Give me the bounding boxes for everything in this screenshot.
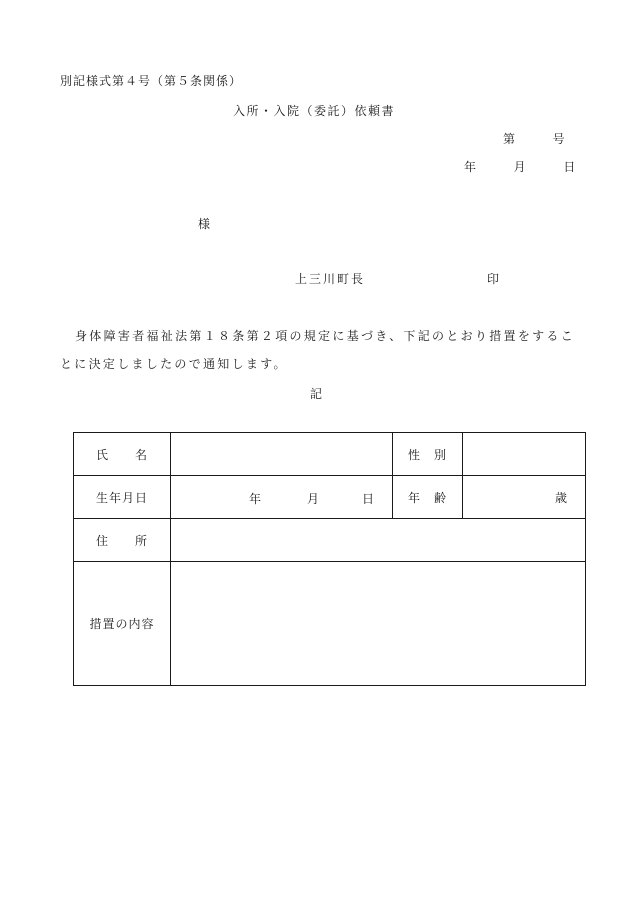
dob-label: 生年月日 (74, 476, 171, 519)
dob-field[interactable] (171, 476, 393, 519)
issuer-name: 上三川町長 (295, 272, 366, 286)
seal-mark: 印 (487, 272, 500, 286)
notice-body: 身体障害者福祉法第１８条第２項の規定に基づき、下記のとおり措置をすることに決定しましたので通知します。 (60, 329, 576, 371)
address-field[interactable] (171, 519, 586, 562)
sex-label: 性 別 (393, 433, 463, 476)
table-row (74, 519, 586, 562)
document-number (503, 130, 565, 147)
dob-day-unit: 日 (362, 492, 375, 506)
date-year: 年 (464, 160, 477, 174)
date-day: 日 (563, 160, 576, 174)
number-suffix: 号 (552, 132, 565, 146)
dob-month-unit: 月 (307, 492, 320, 506)
number-prefix: 第 (503, 132, 516, 146)
table-row (74, 433, 586, 476)
name-field[interactable] (171, 433, 393, 476)
recipient-honorific: 様 (198, 217, 211, 231)
age-label: 年 齢 (393, 476, 463, 519)
details-table (73, 432, 586, 686)
date-month: 月 (513, 160, 526, 174)
sex-field[interactable] (463, 433, 586, 476)
address-label: 住 所 (74, 519, 171, 562)
measure-label: 措置の内容 (74, 562, 171, 686)
ki-heading: 記 (310, 387, 323, 401)
document-title: 入所・入院（委託）依頼書 (233, 104, 396, 118)
dob-year-unit: 年 (249, 492, 262, 506)
table-row (74, 476, 586, 519)
table-row (74, 562, 586, 686)
name-label: 氏 名 (74, 433, 171, 476)
age-field[interactable]: 歳 (463, 476, 586, 519)
document-date (464, 158, 575, 175)
form-identifier: 別記様式第４号（第５条関係） (60, 74, 243, 88)
measure-field[interactable] (171, 562, 586, 686)
